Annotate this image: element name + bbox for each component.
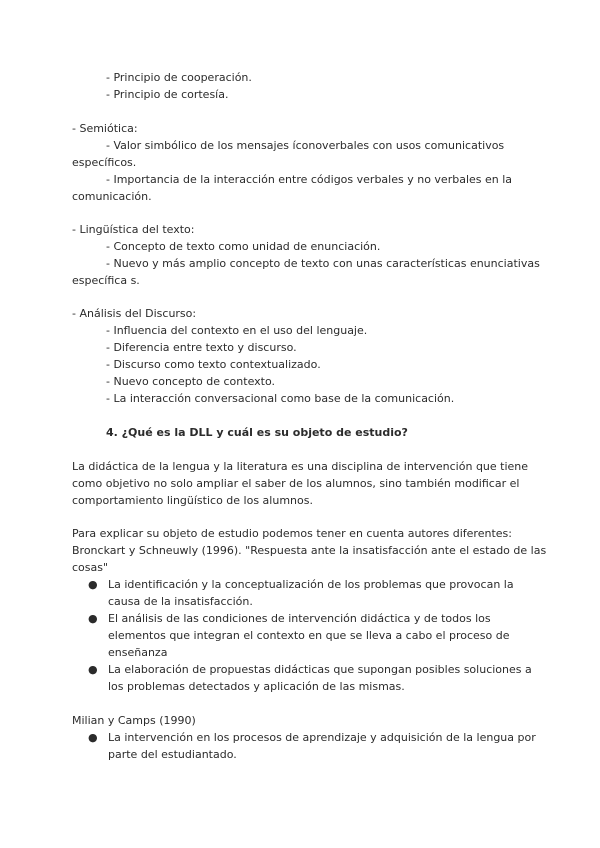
list-item: parte del estudiantado. (108, 748, 237, 761)
bullet-icon: ● (88, 731, 98, 744)
list-item: La elaboración de propuestas didácticas que supongan posibles soluciones a (108, 663, 532, 676)
section-title: - Análisis del Discurso: (72, 307, 197, 320)
list-item: los problemas detectados y aplicación de las mismas. (108, 680, 405, 693)
bullet-icon: ● (88, 663, 98, 676)
text-line: - Valor simbólico de los mensajes íconoverbales con usos comunicativos (106, 139, 505, 152)
section-title: - Semiótica: (72, 122, 138, 135)
text-line: - Concepto de texto como unidad de enunciación. (106, 240, 381, 253)
paragraph-line: como objetivo no solo ampliar el saber de los alumnos, sino también modificar el (72, 477, 520, 490)
list-item: causa de la insatisfacción. (108, 595, 253, 608)
text-line: específica s. (72, 274, 140, 287)
text-line: - Diferencia entre texto y discurso. (106, 341, 297, 354)
text-line: - Influencia del contexto en el uso del lenguaje. (106, 324, 368, 337)
text-line: - Discurso como texto contextualizado. (106, 358, 321, 371)
paragraph-line: comportamiento lingüístico de los alumnos. (72, 494, 313, 507)
bullet-icon: ● (88, 612, 98, 625)
section-heading: 4. ¿Qué es la DLL y cuál es su objeto de estudio? (106, 426, 408, 439)
list-item: La intervención en los procesos de aprendizaje y adquisición de la lengua por (108, 731, 536, 744)
text-line: - Importancia de la interacción entre códigos verbales y no verbales en la (106, 173, 513, 186)
bullet-icon: ● (88, 578, 98, 591)
text-line: - Principio de cortesía. (106, 88, 229, 101)
text-line: - Principio de cooperación. (106, 71, 252, 84)
text-line: - Nuevo y más amplio concepto de texto con unas características enunciativas (106, 257, 540, 270)
list-item: El análisis de las condiciones de intervención didáctica y de todos los (108, 612, 491, 625)
text-line: específicos. (72, 156, 137, 169)
paragraph-line: cosas" (72, 561, 109, 574)
list-item: La identificación y la conceptualización de los problemas que provocan la (108, 578, 514, 591)
paragraph-line: Bronckart y Schneuwly (1996). "Respuesta ante la insatisfacción ante el estado de las (72, 544, 547, 557)
text-line: - Nuevo concepto de contexto. (106, 375, 275, 388)
paragraph-line: La didáctica de la lengua y la literatura es una disciplina de intervención que tiene (72, 460, 529, 473)
paragraph-line: Milian y Camps (1990) (72, 714, 196, 727)
text-line: - La interacción conversacional como base de la comunicación. (106, 392, 455, 405)
list-item: elementos que integran el contexto en que se lleva a cabo el proceso de (108, 629, 510, 642)
paragraph-line: Para explicar su objeto de estudio podemos tener en cuenta autores diferentes: (72, 527, 512, 540)
section-title: - Lingüística del texto: (72, 223, 195, 236)
list-item: enseñanza (108, 646, 168, 659)
text-line: comunicación. (72, 190, 152, 203)
